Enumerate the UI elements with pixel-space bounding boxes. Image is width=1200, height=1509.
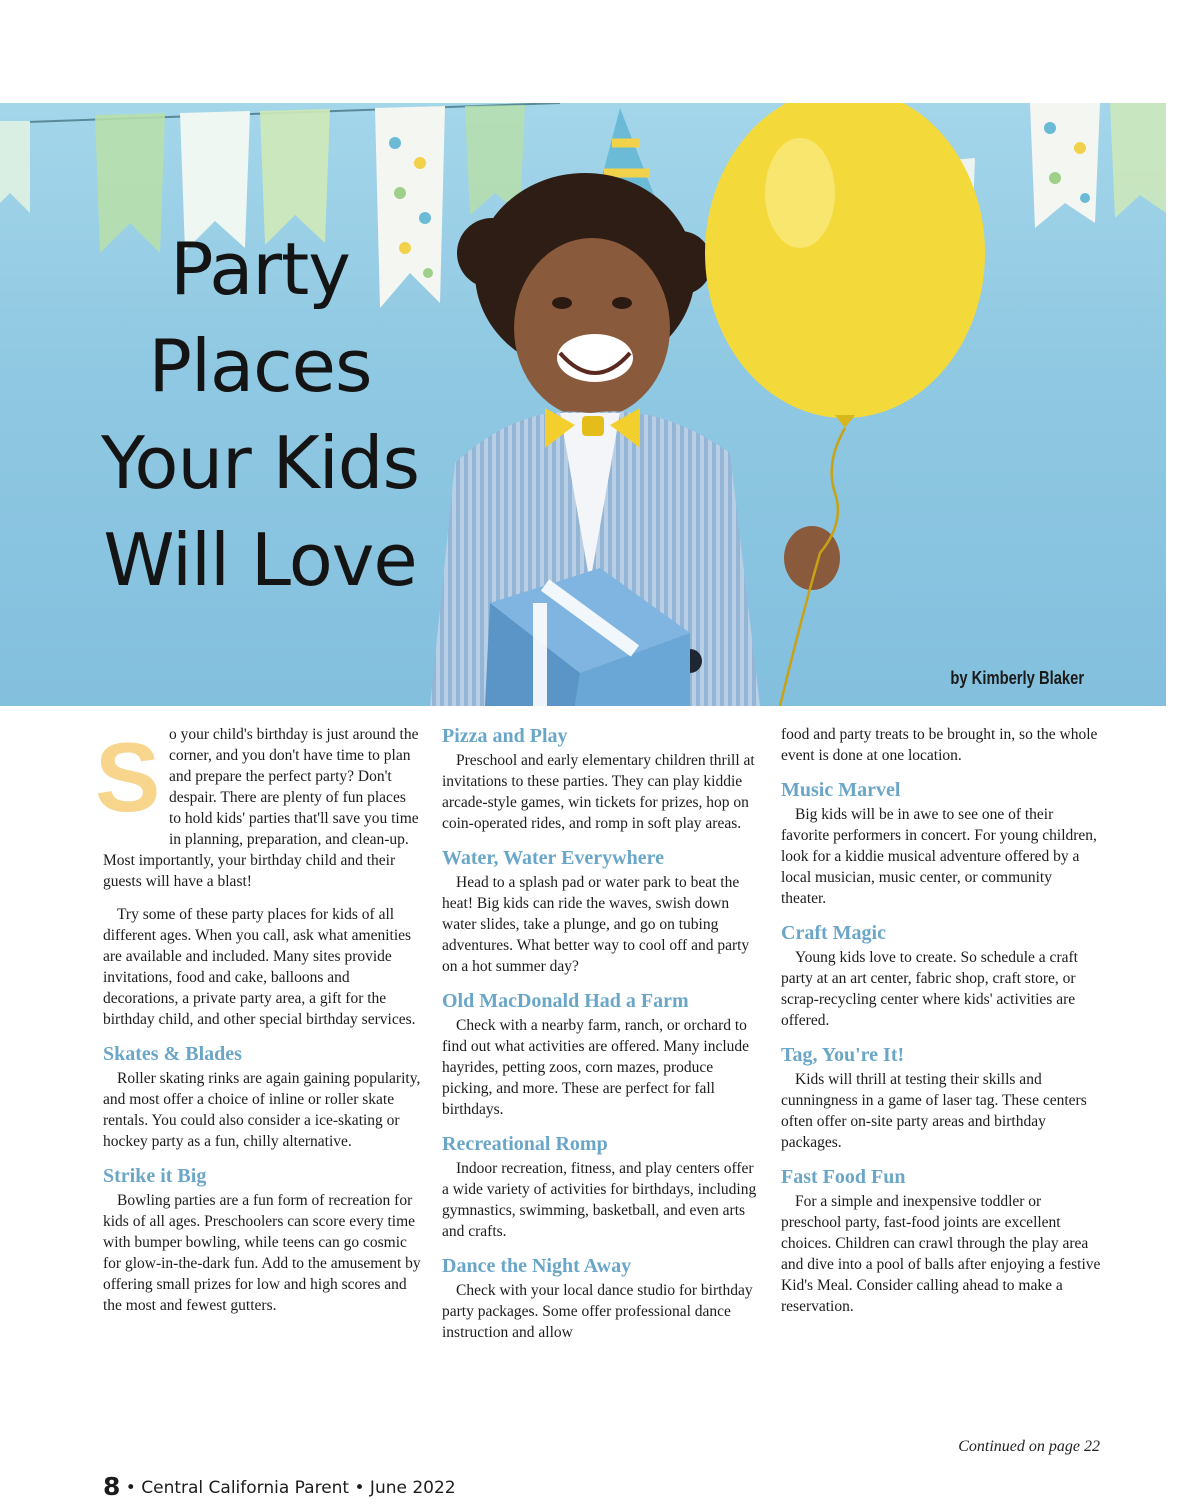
section-heading-strike: Strike it Big: [103, 1165, 207, 1187]
section-body-recreational: Indoor recreation, fitness, and play centers offer a wide variety of activities for birthdays, including gymnastics, swimming, basketball, and even arts and crafts.: [442, 1160, 757, 1240]
section-heading-skates: Skates & Blades: [103, 1043, 242, 1065]
headline-line-1: Party: [170, 227, 350, 311]
section-body-pizza: Preschool and early elementary children thrill at invitations to these parties. They can play kiddie arcade-style games, win tickets for prizes, hop on coin-operated rides, and romp in soft play areas.: [442, 752, 755, 832]
headline-line-2: Places: [148, 324, 372, 408]
section-heading-pizza: Pizza and Play: [442, 725, 568, 747]
section-heading-fastfood: Fast Food Fun: [781, 1166, 906, 1188]
continued-note: Continued on page 22: [958, 1438, 1100, 1455]
bunting-flag: [1030, 103, 1100, 228]
section-body-music: Big kids will be in awe to see one of their favorite performers in concert. For young children, look for a kiddie musical adventure offered by a local musician, music center, or community theater.: [781, 806, 1097, 907]
section-body-farm: Check with a nearby farm, ranch, or orchard to find out what activities are offered. Many include hayrides, petting zoos, corn mazes, produce picking, and more. These are perfect for fall birthdays.: [442, 1017, 750, 1118]
section-body-fastfood: For a simple and inexpensive toddler or preschool party, fast-food joints are excellent choices. Children can crawl through the play area and dive into a pool of balls after enjoying a festive Kid's Meal. Consider calling ahead to make a reservation.: [781, 1193, 1101, 1315]
author-byline: by Kimberly Blaker: [950, 668, 1084, 688]
section-heading-dance: Dance the Night Away: [442, 1255, 632, 1277]
section-body-water: Head to a splash pad or water park to beat the heat! Big kids can ride the waves, swish down water slides, take a plunge, and go on tubing adventures. What better way to cool off and party on a hot summer day?: [442, 874, 750, 975]
bunting-flag: [1110, 103, 1166, 218]
section-body-craft: Young kids love to create. So schedule a craft party at an art center, fabric shop, craft store, or scrap-recycling center where kids' activities are offered.: [781, 949, 1078, 1029]
headline-line-4: Will Love: [103, 518, 417, 602]
column-2: [442, 724, 760, 1355]
headline-line-3: Your Kids: [100, 421, 420, 505]
intro-paragraph: o your child's birthday is just around the corner, and you don't have time to plan and prepare the perfect party? Don't despair. There are plenty of fun places to hold kids' parties that'll save you time in planning, preparation, and clean-up. Most importantly, your birthday child and their guests will have a blast!: [103, 726, 419, 890]
column-1: [95, 722, 421, 1328]
section-heading-farm: Old MacDonald Had a Farm: [442, 990, 689, 1012]
section-body-dance: Check with your local dance studio for birthday party packages. Some offer professional dance instruction and allow: [442, 1282, 753, 1341]
section-body-dance-continued: food and party treats to be brought in, so the whole event is done at one location.: [781, 726, 1098, 764]
bunting-flag: [0, 121, 30, 213]
article-headline: [60, 221, 460, 609]
section-heading-craft: Craft Magic: [781, 922, 886, 944]
page-footer: [103, 1472, 456, 1501]
intro-paragraph-2: Try some of these party places for kids of all different ages. When you call, ask what amenities are available and included. Many sites provide invitations, food and cake, balloons and decorations, a private party area, a gift for the birthday child, and other special birthday services.: [103, 906, 416, 1028]
section-heading-recreational: Recreational Romp: [442, 1133, 608, 1155]
section-heading-water: Water, Water Everywhere: [442, 847, 664, 869]
hero-photo: [0, 103, 1166, 706]
column-3: [781, 724, 1101, 1329]
section-body-strike: Bowling parties are a fun form of recreation for kids of all ages. Preschoolers can score every time with bumper bowling, while teens can go cosmic for glow-in-the-dark fun. Add to the amusement by offering small prizes for low and high scores and the most and fewest gutters.: [103, 1192, 421, 1314]
page-number: 8: [103, 1472, 121, 1501]
footer-publication: • Central California Parent • June 2022: [120, 1478, 456, 1498]
section-heading-music: Music Marvel: [781, 779, 901, 801]
drop-cap: S: [95, 722, 161, 832]
section-body-skates: Roller skating rinks are again gaining popularity, and most offer a choice of inline or roller skate rentals. You could also consider a ice-skating or hockey party as a fun, chilly alternative.: [103, 1070, 421, 1150]
section-heading-tag: Tag, You're It!: [781, 1044, 905, 1066]
section-body-tag: Kids will thrill at testing their skills and cunningness in a game of laser tag. These centers often offer on-site party areas and birthday packages.: [781, 1071, 1087, 1151]
